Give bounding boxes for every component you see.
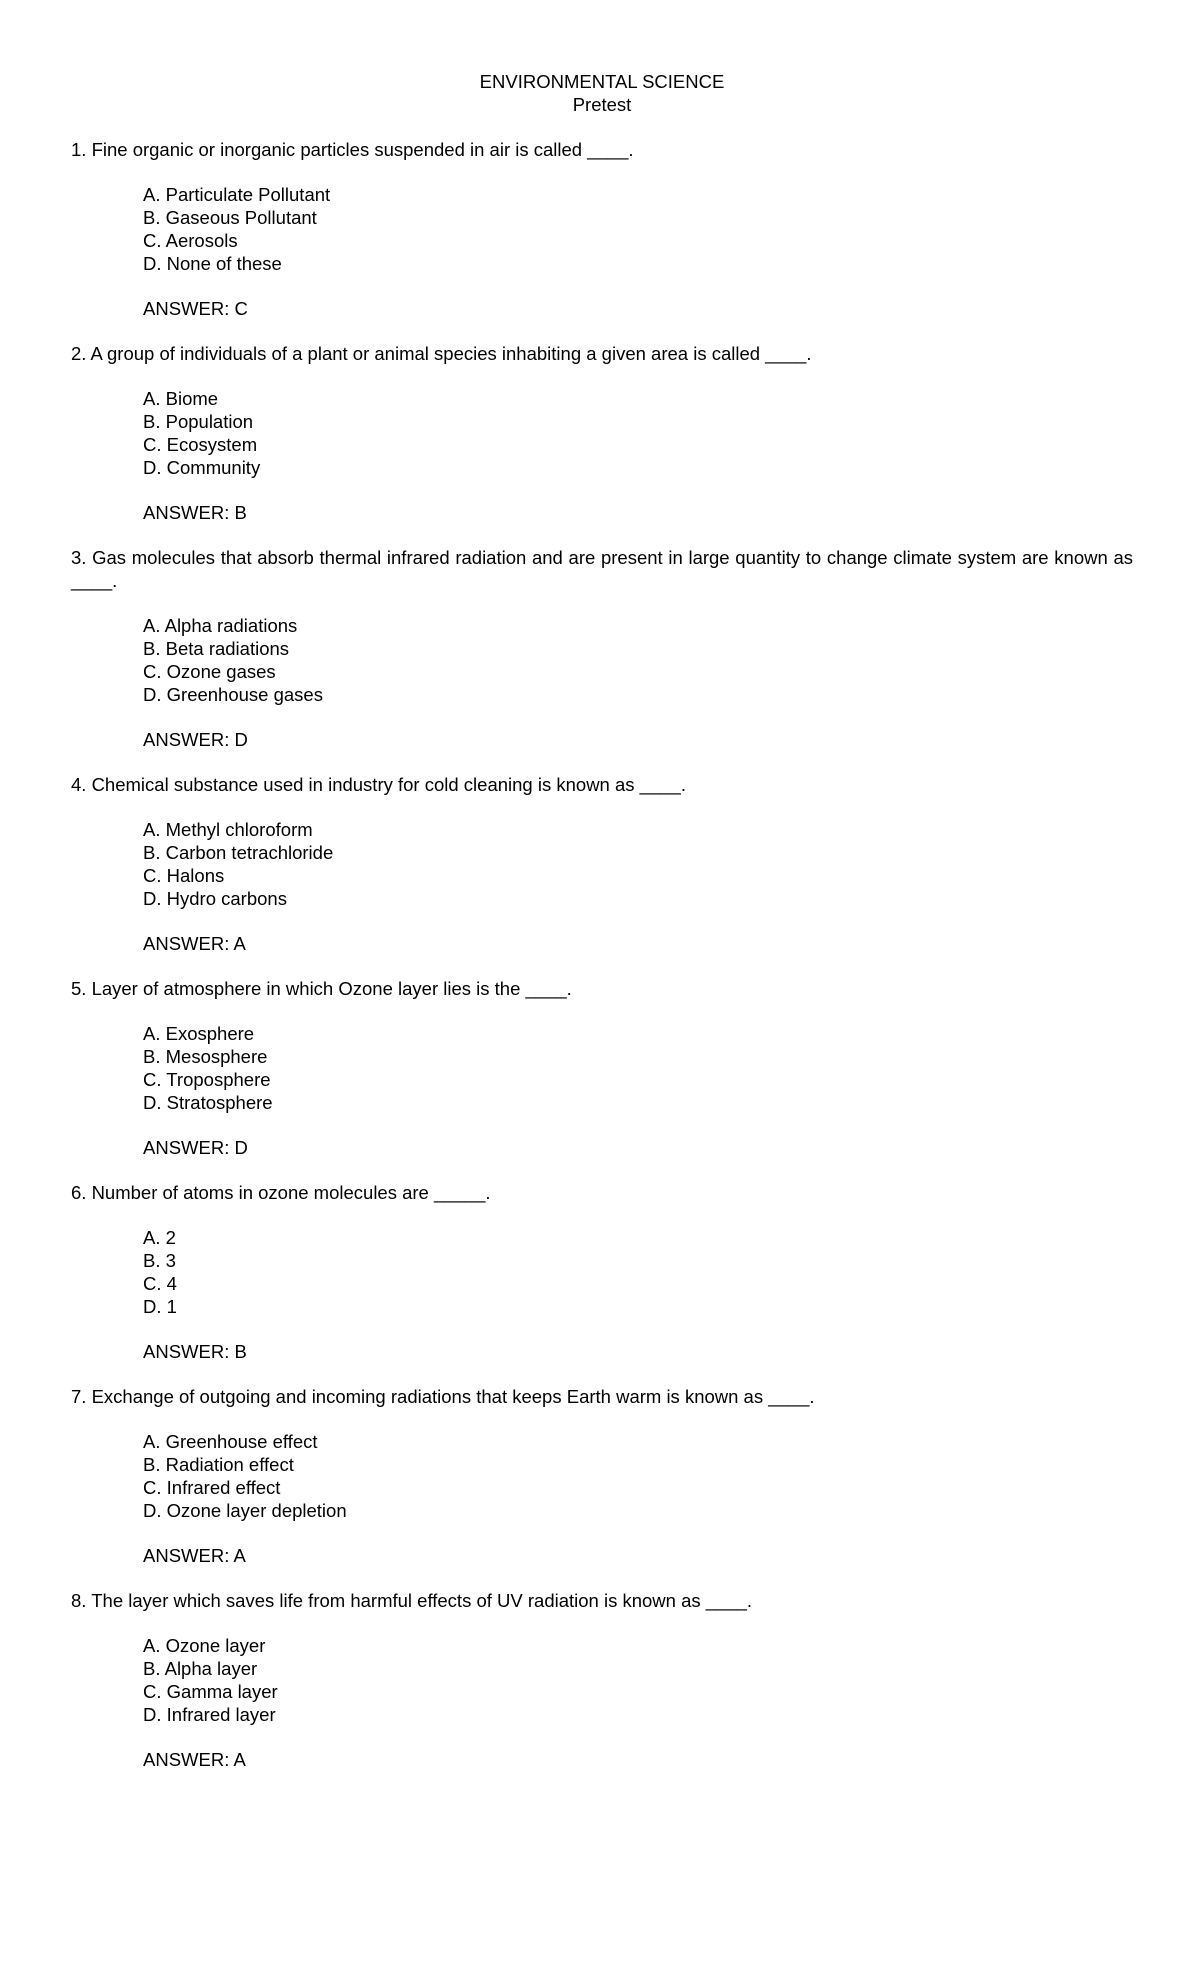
question-text: 4. Chemical substance used in industry for cold cleaning is known as ____. [71, 774, 686, 795]
choice-list [143, 1022, 1133, 1114]
choice-c: C. Ozone gases [143, 661, 276, 682]
choice-b: B. Population [143, 411, 254, 432]
question-2 [71, 342, 1133, 524]
choice-list [143, 387, 1133, 479]
choice-a: A. Biome [143, 388, 219, 409]
choice-b: B. Radiation effect [143, 1454, 294, 1475]
choice-c: C. Infrared effect [143, 1477, 281, 1498]
choice-b: B. Gaseous Pollutant [143, 207, 317, 228]
choice-a: A. Greenhouse effect [143, 1431, 318, 1452]
choice-list [143, 1634, 1133, 1726]
question-5 [71, 977, 1133, 1159]
answer-key: ANSWER: A [143, 933, 246, 954]
question-text: 8. The layer which saves life from harmful effects of UV radiation is known as ____. [71, 1590, 753, 1611]
document-page [71, 70, 1133, 1771]
choice-a: A. 2 [143, 1227, 176, 1248]
answer-key: ANSWER: B [143, 1341, 247, 1362]
document-header [71, 70, 1133, 116]
document-title: ENVIRONMENTAL SCIENCE [479, 71, 725, 92]
choice-b: B. Alpha layer [143, 1658, 258, 1679]
choice-list [143, 614, 1133, 706]
choice-c: C. Troposphere [143, 1069, 271, 1090]
choice-b: B. Beta radiations [143, 638, 290, 659]
choice-c: C. 4 [143, 1273, 177, 1294]
answer-key: ANSWER: D [143, 1137, 248, 1158]
question-text: 7. Exchange of outgoing and incoming radiations that keeps Earth warm is known as ____. [71, 1386, 815, 1407]
choice-c: C. Halons [143, 865, 225, 886]
choice-b: B. 3 [143, 1250, 176, 1271]
question-text: 5. Layer of atmosphere in which Ozone layer lies is the ____. [71, 978, 572, 999]
choice-b: B. Carbon tetrachloride [143, 842, 334, 863]
question-6 [71, 1181, 1133, 1363]
question-1 [71, 138, 1133, 320]
choice-d: D. Infrared layer [143, 1704, 276, 1725]
document-subtitle: Pretest [572, 94, 632, 115]
answer-key: ANSWER: C [143, 298, 248, 319]
choice-c: C. Aerosols [143, 230, 238, 251]
choice-list [143, 818, 1133, 910]
choice-d: D. Hydro carbons [143, 888, 287, 909]
choice-a: A. Alpha radiations [143, 615, 298, 636]
choice-a: A. Exosphere [143, 1023, 255, 1044]
choice-list [143, 183, 1133, 275]
question-text: 6. Number of atoms in ozone molecules are _____. [71, 1182, 491, 1203]
choice-list [143, 1226, 1133, 1318]
question-3 [71, 546, 1133, 751]
choice-a: A. Methyl chloroform [143, 819, 313, 840]
choice-a: A. Ozone layer [143, 1635, 266, 1656]
choice-list [143, 1430, 1133, 1522]
question-text: 1. Fine organic or inorganic particles suspended in air is called ____. [71, 139, 634, 160]
choice-d: D. Ozone layer depletion [143, 1500, 347, 1521]
answer-key: ANSWER: A [143, 1749, 246, 1770]
choice-d: D. 1 [143, 1296, 177, 1317]
answer-key: ANSWER: D [143, 729, 248, 750]
choice-b: B. Mesosphere [143, 1046, 268, 1067]
question-8 [71, 1589, 1133, 1771]
question-text: 3. Gas molecules that absorb thermal infrared radiation and are present in large quantity to change climate system are known as ____. [71, 547, 1133, 591]
choice-d: D. Stratosphere [143, 1092, 273, 1113]
question-7 [71, 1385, 1133, 1567]
answer-key: ANSWER: B [143, 502, 247, 523]
choice-a: A. Particulate Pollutant [143, 184, 331, 205]
choice-d: D. Community [143, 457, 261, 478]
answer-key: ANSWER: A [143, 1545, 246, 1566]
question-text: 2. A group of individuals of a plant or animal species inhabiting a given area is called ____. [71, 343, 812, 364]
choice-c: C. Gamma layer [143, 1681, 278, 1702]
choice-d: D. Greenhouse gases [143, 684, 323, 705]
question-4 [71, 773, 1133, 955]
choice-d: D. None of these [143, 253, 282, 274]
choice-c: C. Ecosystem [143, 434, 258, 455]
